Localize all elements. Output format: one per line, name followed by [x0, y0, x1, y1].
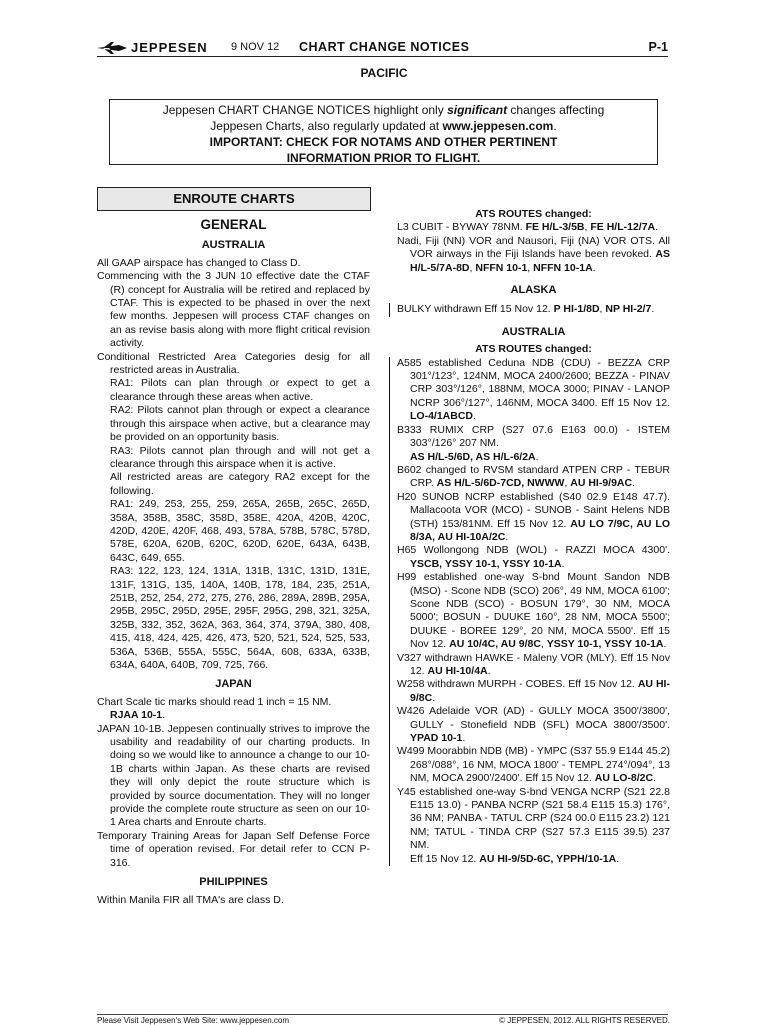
page-number: P-1 — [648, 40, 668, 54]
header-date: 9 NOV 12 — [231, 41, 280, 53]
philippines-heading: PHILIPPINES — [199, 876, 268, 889]
notice-line-3: IMPORTANT: CHECK FOR NOTAMS AND OTHER PERTINENT — [209, 135, 558, 149]
paragraph: Commencing with the 3 JUN 10 effective date the CTAF (R) concept for Australia will be retired and replaced by CTAF. This is expected to be phased in over the next few months. Jeppesen will process CTAF changes on an as revise basis along with more flight critical revision activity. — [97, 270, 370, 350]
notice-line-2: Jeppesen Charts, also regularly updated at www.jeppesen.com. — [210, 119, 557, 133]
notice-box — [109, 99, 658, 165]
page-header — [97, 40, 668, 56]
route-entry: L3 CUBIT - BYWAY 78NM. FE H/L-3/5B, FE H/L-12/7A. — [397, 221, 659, 234]
route-entry: W426 Adelaide VOR (AD) - GULLY MOCA 3500'/3800', GULLY - Stonefield NDB (SFL) MOCA 3800'/3500'. YPAD 10-1. — [389, 705, 670, 745]
paragraph: All restricted areas are category RA2 except for the following. — [110, 471, 370, 497]
paragraph: All GAAP airspace has changed to Class D. — [97, 256, 301, 269]
footer-website: Please Visit Jeppesen's Web Site: www.jeppesen.com — [97, 1016, 289, 1025]
left-column — [97, 216, 370, 907]
paragraph: RA1: 249, 253, 255, 259, 265A, 265B, 265C, 265D, 358A, 358B, 358C, 358D, 358E, 420A, 420B, 420C, 420D, 420E, 420F, 468, 493, 578A, 578B, 578C, 578D, 578E, 620A, 620B, 620C, 620D, 620E, 643A, 643B, 643C, 649, 655. — [110, 498, 370, 564]
notice-line-1: Jeppesen CHART CHANGE NOTICES highlight only significant changes affecting — [162, 103, 605, 117]
paragraph: Within Manila FIR all TMA's are class D. — [97, 893, 284, 906]
route-entry: Nadi, Fiji (NN) VOR and Nausori, Fiji (NA) VOR OTS. All VOR airways in the Fiji Islands have been revoked. AS H/L-5/7A-8D, NFFN 10-1, NFFN 10-1A. — [397, 234, 670, 274]
route-entry: BULKY withdrawn Eff 15 Nov 12. P HI-1/8D, NP HI-2/7. — [389, 303, 670, 316]
jeppesen-logo — [97, 40, 208, 55]
header-divider — [97, 56, 668, 57]
jet-icon — [97, 42, 127, 54]
paragraph: Conditional Restricted Area Categories desig for all restricted areas in Australia. — [97, 350, 370, 377]
brand-name: JEPPESEN — [131, 40, 208, 55]
paragraph: JAPAN 10-1B. Jeppesen continually strives to improve the usability and readability of our charting products. In doing so we would like to announce a change to our 10-1B charts within Japan. As these charts are revised they will only depict the route structure which is provided by source documentation. They will no longer provide the complete route structure as seen on our 10-1 Area charts and Enroute charts. — [97, 722, 370, 829]
alaska-heading: ALASKA — [510, 284, 557, 297]
general-heading: GENERAL — [200, 217, 267, 232]
region-title: PACIFIC — [360, 66, 408, 80]
route-entry: W258 withdrawn MURPH - COBES. Eff 15 Nov 12. AU HI-9/8C. — [389, 678, 670, 705]
route-entry: W499 Moorabbin NDB (MB) - YMPC (S37 55.9 E144 45.2) 268°/088°, 16 NM, MOCA 1800' - TEMPL 274°/094°, 13 NM, MOCA 2900'/2400'. Eff 15 Nov 12. AU LO-8/2C. — [389, 745, 670, 785]
paragraph: RA2: Pilots cannot plan through or expect a clearance through this airspace when active, but a clearance may be provided on an opportunity basis. — [110, 404, 370, 444]
paragraph: RA3: 122, 123, 124, 131A, 131B, 131C, 131D, 131E, 131F, 131G, 135, 140A, 140B, 178, 184, 235, 251A, 251B, 252, 254, 272, 275, 276, 286, 289A, 289B, 295A, 295B, 295C, 295D, 295E, 295F, 295G, 298, 321, 325A, 325B, 332, 352, 362A, 363, 364, 374, 379A, 380, 408, 415, 418, 424, 425, 426, 473, 520, 521, 524, 525, 533, 536A, 536B, 555A, 555C, 564A, 608, 633A, 633B, 634A, 640A, 640B, 709, 725, 766. — [110, 565, 370, 671]
footer-divider — [97, 1014, 668, 1015]
ats-routes-heading: ATS ROUTES changed: — [475, 208, 592, 220]
section-title: ENROUTE CHARTS — [97, 187, 371, 211]
paragraph: RA1: Pilots can plan through or expect to get a clearance through these areas when active. — [110, 377, 370, 403]
route-entry: H20 SUNOB NCRP established (S40 02.9 E148 47.7). Mallacoota VOR (MCO) - SUNOB - Saint Helens NDB (STH) 153/81NM. Eff 15 Nov 12. AU LO 7/9C, AU LO 8/3A, AU HI-10A/2C. — [389, 491, 670, 545]
paragraph: Chart Scale tic marks should read 1 inch = 15 NM. RJAA 10-1. — [97, 695, 332, 722]
notice-line-4: INFORMATION PRIOR TO FLIGHT. — [286, 151, 481, 165]
route-entry: B333 RUMIX CRP (S27 07.6 E163 00.0) - ISTEM 303°/126° 207 NM. AS H/L-5/6D, AS H/L-6/2A. — [389, 424, 670, 464]
paragraph: RA3: Pilots cannot plan through and will not get a clearance through this airspace when it is active. — [110, 444, 370, 470]
route-entry: A585 established Ceduna NDB (CDU) - BEZZA CRP 301°/123°, 124NM, MOCA 2400/2600; BEZZA - PINAV CRP 303°/126°, 188NM, MOCA 3000; PINAV - LANOP NCRP 306°/127°, 146NM, MOCA 3400. Eff 15 Nov 12. LO-4/1ABCD. — [389, 357, 670, 424]
right-column — [397, 208, 670, 866]
ats-routes-heading: ATS ROUTES changed: — [475, 343, 592, 356]
australia-heading: AUSTRALIA — [501, 325, 566, 338]
route-entry: H65 Wollongong NDB (WOL) - RAZZI MOCA 4300'. YSCB, YSSY 10-1, YSSY 10-1A. — [389, 544, 670, 571]
header-title: CHART CHANGE NOTICES — [299, 40, 470, 54]
route-entry: H99 established one-way S-bnd Mount Sandon NDB (MSO) - Scone NDB (SCO) 206°, 49 NM, MOCA 6100'; Scone NDB (SCO) - BOSUN 179°, 30 NM, MOCA 5000'; BOSUN - DUUKE 160°, 28 NM, MOCA 5500'; DUUKE - BOREE 129°, 20 NM, MOCA 5500'. Eff 15 Nov 12. AU 10/4C, AU 9/8C, YSSY 10-1, YSSY 10-1A. — [389, 571, 670, 651]
footer-copyright: © JEPPESEN, 2012. ALL RIGHTS RESERVED. — [499, 1016, 670, 1025]
australia-heading: AUSTRALIA — [201, 239, 266, 252]
route-entry: B602 changed to RVSM standard ATPEN CRP - TEBUR CRP. AS H/L-5/6D-7CD, NWWW, AU HI-9/9AC. — [389, 464, 670, 491]
route-entry: Y45 established one-way S-bnd VENGA NCRP (S21 22.8 E115 13.0) - PANBA NCRP (S21 58.4 E115 15.3) 176°, 36 NM; PANBA - TATUL CRP (S24 00.0 E115 23.2) 121 NM; TATUL - TINDA CRP (S27 57.3 E115 39.5) 237 NM. Eff 15 Nov 12. AU HI-9/5D-6C, YPPH/10-1A. — [389, 786, 670, 866]
route-entry: V327 withdrawn HAWKE - Maleny VOR (MLY). Eff 15 Nov 12. AU HI-10/4A. — [389, 652, 670, 679]
japan-heading: JAPAN — [215, 678, 252, 691]
paragraph: Temporary Training Areas for Japan Self Defense Force time of operation revised. For detail refer to CCN P-316. — [97, 829, 370, 869]
